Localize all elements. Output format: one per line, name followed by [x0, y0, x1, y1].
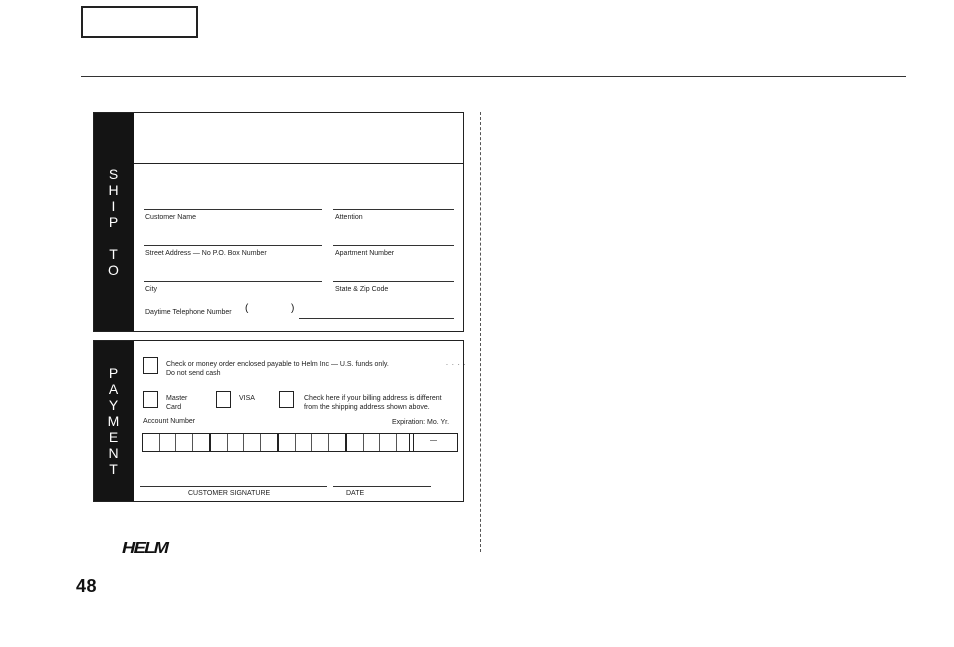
helm-logo: HELM	[122, 540, 168, 557]
attention-label: Attention	[335, 214, 363, 221]
street-address-label: Street Address — No P.O. Box Number	[145, 250, 267, 257]
band-letter: M	[107, 413, 121, 429]
account-digit-box[interactable]	[312, 434, 329, 451]
state-zip-label: State & Zip Code	[335, 286, 389, 293]
expiration-separator: —	[430, 437, 437, 444]
cut-line	[480, 112, 481, 552]
apartment-number-label: Apartment Number	[335, 250, 395, 257]
account-digit-box[interactable]	[296, 434, 313, 451]
visa-label: VISA	[239, 395, 255, 402]
band-letter: P	[108, 365, 120, 381]
date-line[interactable]	[333, 486, 431, 487]
apartment-number-line[interactable]	[333, 245, 454, 246]
band-letter: O	[108, 262, 120, 278]
account-digit-box[interactable]	[160, 434, 177, 451]
customer-name-line[interactable]	[144, 209, 322, 210]
band-letter: P	[108, 214, 120, 230]
band-letter: T	[109, 246, 119, 262]
ship-to-band	[94, 113, 134, 331]
check-money-order-label: Check or money order enclosed payable to Helm Inc — U.S. funds only. Do not send cash	[166, 361, 389, 377]
account-digit-box[interactable]	[364, 434, 381, 451]
visa-checkbox[interactable]	[216, 391, 231, 408]
band-letter: N	[108, 445, 120, 461]
account-digit-box[interactable]	[261, 434, 278, 451]
daytime-phone-line[interactable]	[299, 318, 454, 319]
account-digit-box[interactable]	[228, 434, 245, 451]
city-label: City	[145, 286, 158, 293]
date-label: DATE	[346, 490, 365, 497]
account-digit-box[interactable]	[244, 434, 261, 451]
account-digit-box[interactable]	[347, 434, 364, 451]
signature-label: CUSTOMER SIGNATURE	[188, 490, 271, 497]
account-number-label: Account Number	[143, 418, 196, 425]
account-digit-box[interactable]	[211, 434, 228, 451]
header-box	[81, 6, 198, 38]
account-digit-box[interactable]	[193, 434, 210, 451]
account-digit-box[interactable]	[279, 434, 296, 451]
page-number: 48	[76, 576, 98, 596]
city-line[interactable]	[144, 281, 322, 282]
band-letter: I	[111, 198, 117, 214]
attention-line[interactable]	[333, 209, 454, 210]
band-letter: E	[108, 429, 120, 445]
billing-address-checkbox[interactable]	[279, 391, 294, 408]
mastercard-checkbox[interactable]	[143, 391, 158, 408]
dots: . . . .	[446, 360, 467, 367]
signature-line[interactable]	[140, 486, 327, 487]
band-letter: A	[108, 381, 120, 397]
account-digit-box[interactable]	[329, 434, 346, 451]
band-letter: Y	[108, 397, 120, 413]
ship-to-header-area	[134, 113, 463, 164]
band-letter: T	[109, 461, 119, 477]
account-number-boxes[interactable]	[142, 433, 414, 452]
band-letter: S	[108, 166, 120, 182]
account-digit-box[interactable]	[380, 434, 397, 451]
payment-band	[94, 341, 134, 501]
phone-paren-open: (	[245, 303, 249, 314]
account-digit-box[interactable]	[176, 434, 193, 451]
band-letter: H	[108, 182, 120, 198]
customer-name-label: Customer Name	[145, 214, 196, 221]
billing-address-label: Check here if your billing address is different from the shipping address shown above.	[304, 395, 442, 411]
expiration-label: Expiration: Mo. Yr.	[392, 419, 450, 426]
state-zip-line[interactable]	[333, 281, 454, 282]
check-money-order-checkbox[interactable]	[143, 357, 158, 374]
phone-paren-close: )	[291, 303, 295, 314]
ship-to-panel	[93, 112, 464, 332]
mastercard-label: Master Card	[166, 395, 188, 411]
account-digit-box[interactable]	[143, 434, 160, 451]
header-rule	[81, 76, 906, 77]
street-address-line[interactable]	[144, 245, 322, 246]
daytime-phone-label: Daytime Telephone Number	[145, 309, 232, 316]
